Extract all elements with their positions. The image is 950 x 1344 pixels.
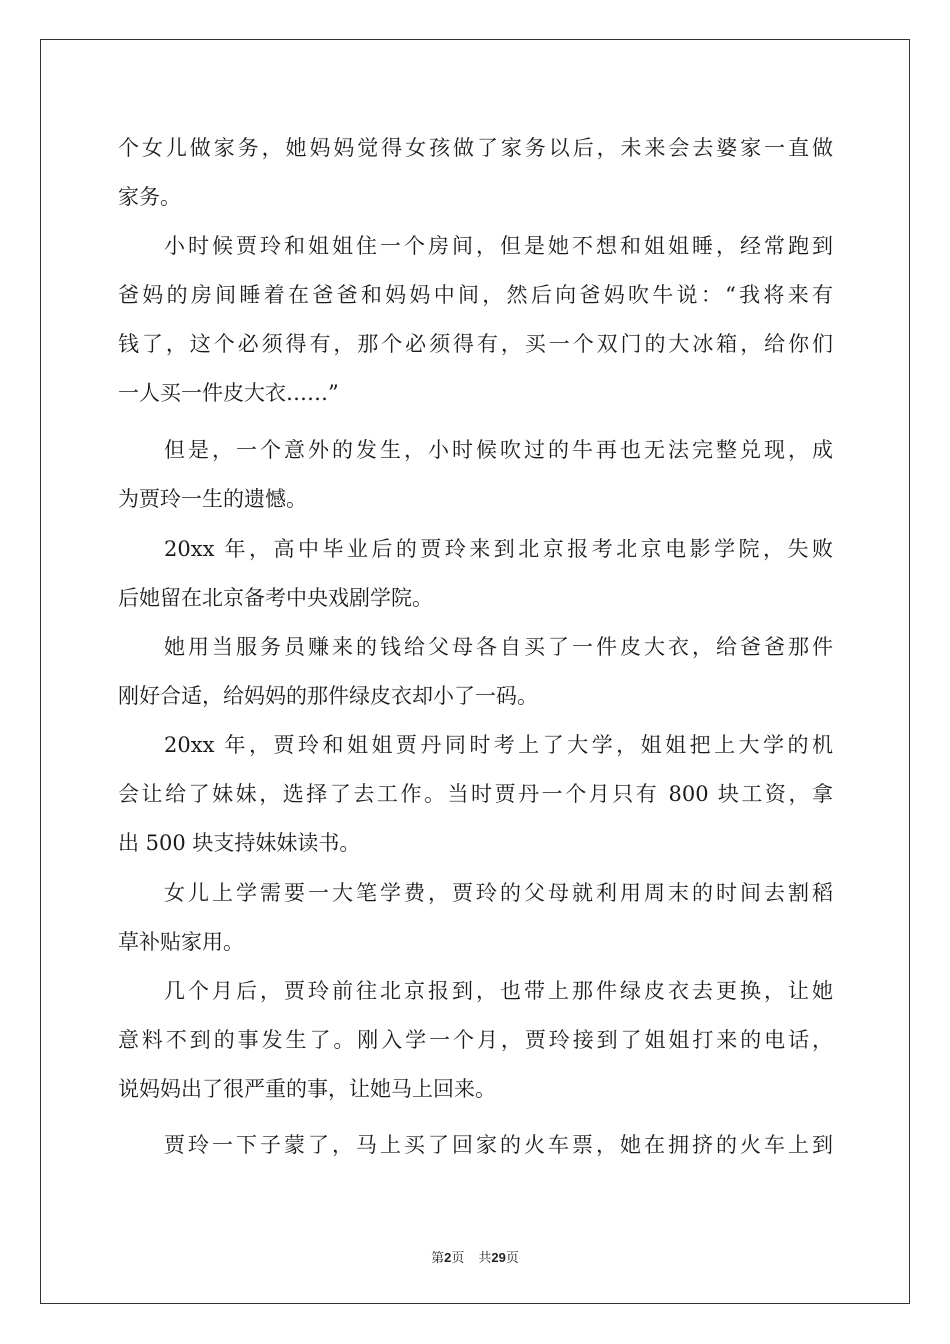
text-line: 一人买一件皮大衣……” (118, 381, 339, 405)
text-line: 个女儿做家务，她妈妈觉得女孩做了家务以后，未来会去婆家一直做 (118, 136, 833, 160)
paragraph-start-line: 小时候贾玲和姐姐住一个房间，但是她不想和姐姐睡，经常跑到 (164, 234, 833, 258)
text-line: 说妈妈出了很严重的事，让她马上回来。 (118, 1077, 496, 1101)
text-line: 刚好合适，给妈妈的那件绿皮衣却小了一码。 (118, 684, 538, 708)
total-page-count: 29 (491, 1250, 506, 1265)
paragraph-start-line: 贾玲一下子蒙了，马上买了回家的火车票，她在拥挤的火车上到 (164, 1133, 833, 1157)
text-line: 会让给了妹妹，选择了去工作。当时贾丹一个月只有 800 块工资，拿 (118, 782, 833, 806)
text-line: 出 500 块支持妹妹读书。 (118, 831, 361, 855)
paragraph-start-line: 但是，一个意外的发生，小时候吹过的牛再也无法完整兑现，成 (164, 438, 833, 462)
page-footer (0, 1247, 950, 1266)
total-label-unit: 页 (505, 1251, 519, 1266)
text-line: 草补贴家用。 (118, 930, 244, 954)
text-line: 家务。 (118, 185, 181, 209)
text-line: 后她留在北京备考中央戏剧学院。 (118, 586, 433, 610)
paragraph-start-line: 她用当服务员赚来的钱给父母各自买了一件皮大衣，给爸爸那件 (164, 635, 833, 659)
current-page-number: 2 (444, 1250, 452, 1265)
paragraph-start-line: 20xx 年，高中毕业后的贾玲来到北京报考北京电影学院，失败 (164, 537, 833, 561)
paragraph-start-line: 女儿上学需要一大笔学费，贾玲的父母就利用周末的时间去割稻 (164, 881, 833, 905)
text-line: 爸妈的房间睡着在爸爸和妈妈中间，然后向爸妈吹牛说：“我将来有 (118, 283, 833, 307)
page-label-unit: 页 (451, 1251, 465, 1266)
text-line: 意料不到的事发生了。刚入学一个月，贾玲接到了姐姐打来的电话， (118, 1028, 833, 1052)
text-line: 为贾玲一生的遗憾。 (118, 487, 307, 511)
total-label-prefix: 共 (478, 1251, 492, 1266)
text-line: 钱了，这个必须得有，那个必须得有，买一个双门的大冰箱，给你们 (118, 332, 833, 356)
paragraph-start-line: 20xx 年，贾玲和姐姐贾丹同时考上了大学，姐姐把上大学的机 (164, 733, 833, 757)
paragraph-start-line: 几个月后，贾玲前往北京报到，也带上那件绿皮衣去更换，让她 (164, 979, 833, 1003)
page-label-prefix: 第 (431, 1251, 445, 1266)
